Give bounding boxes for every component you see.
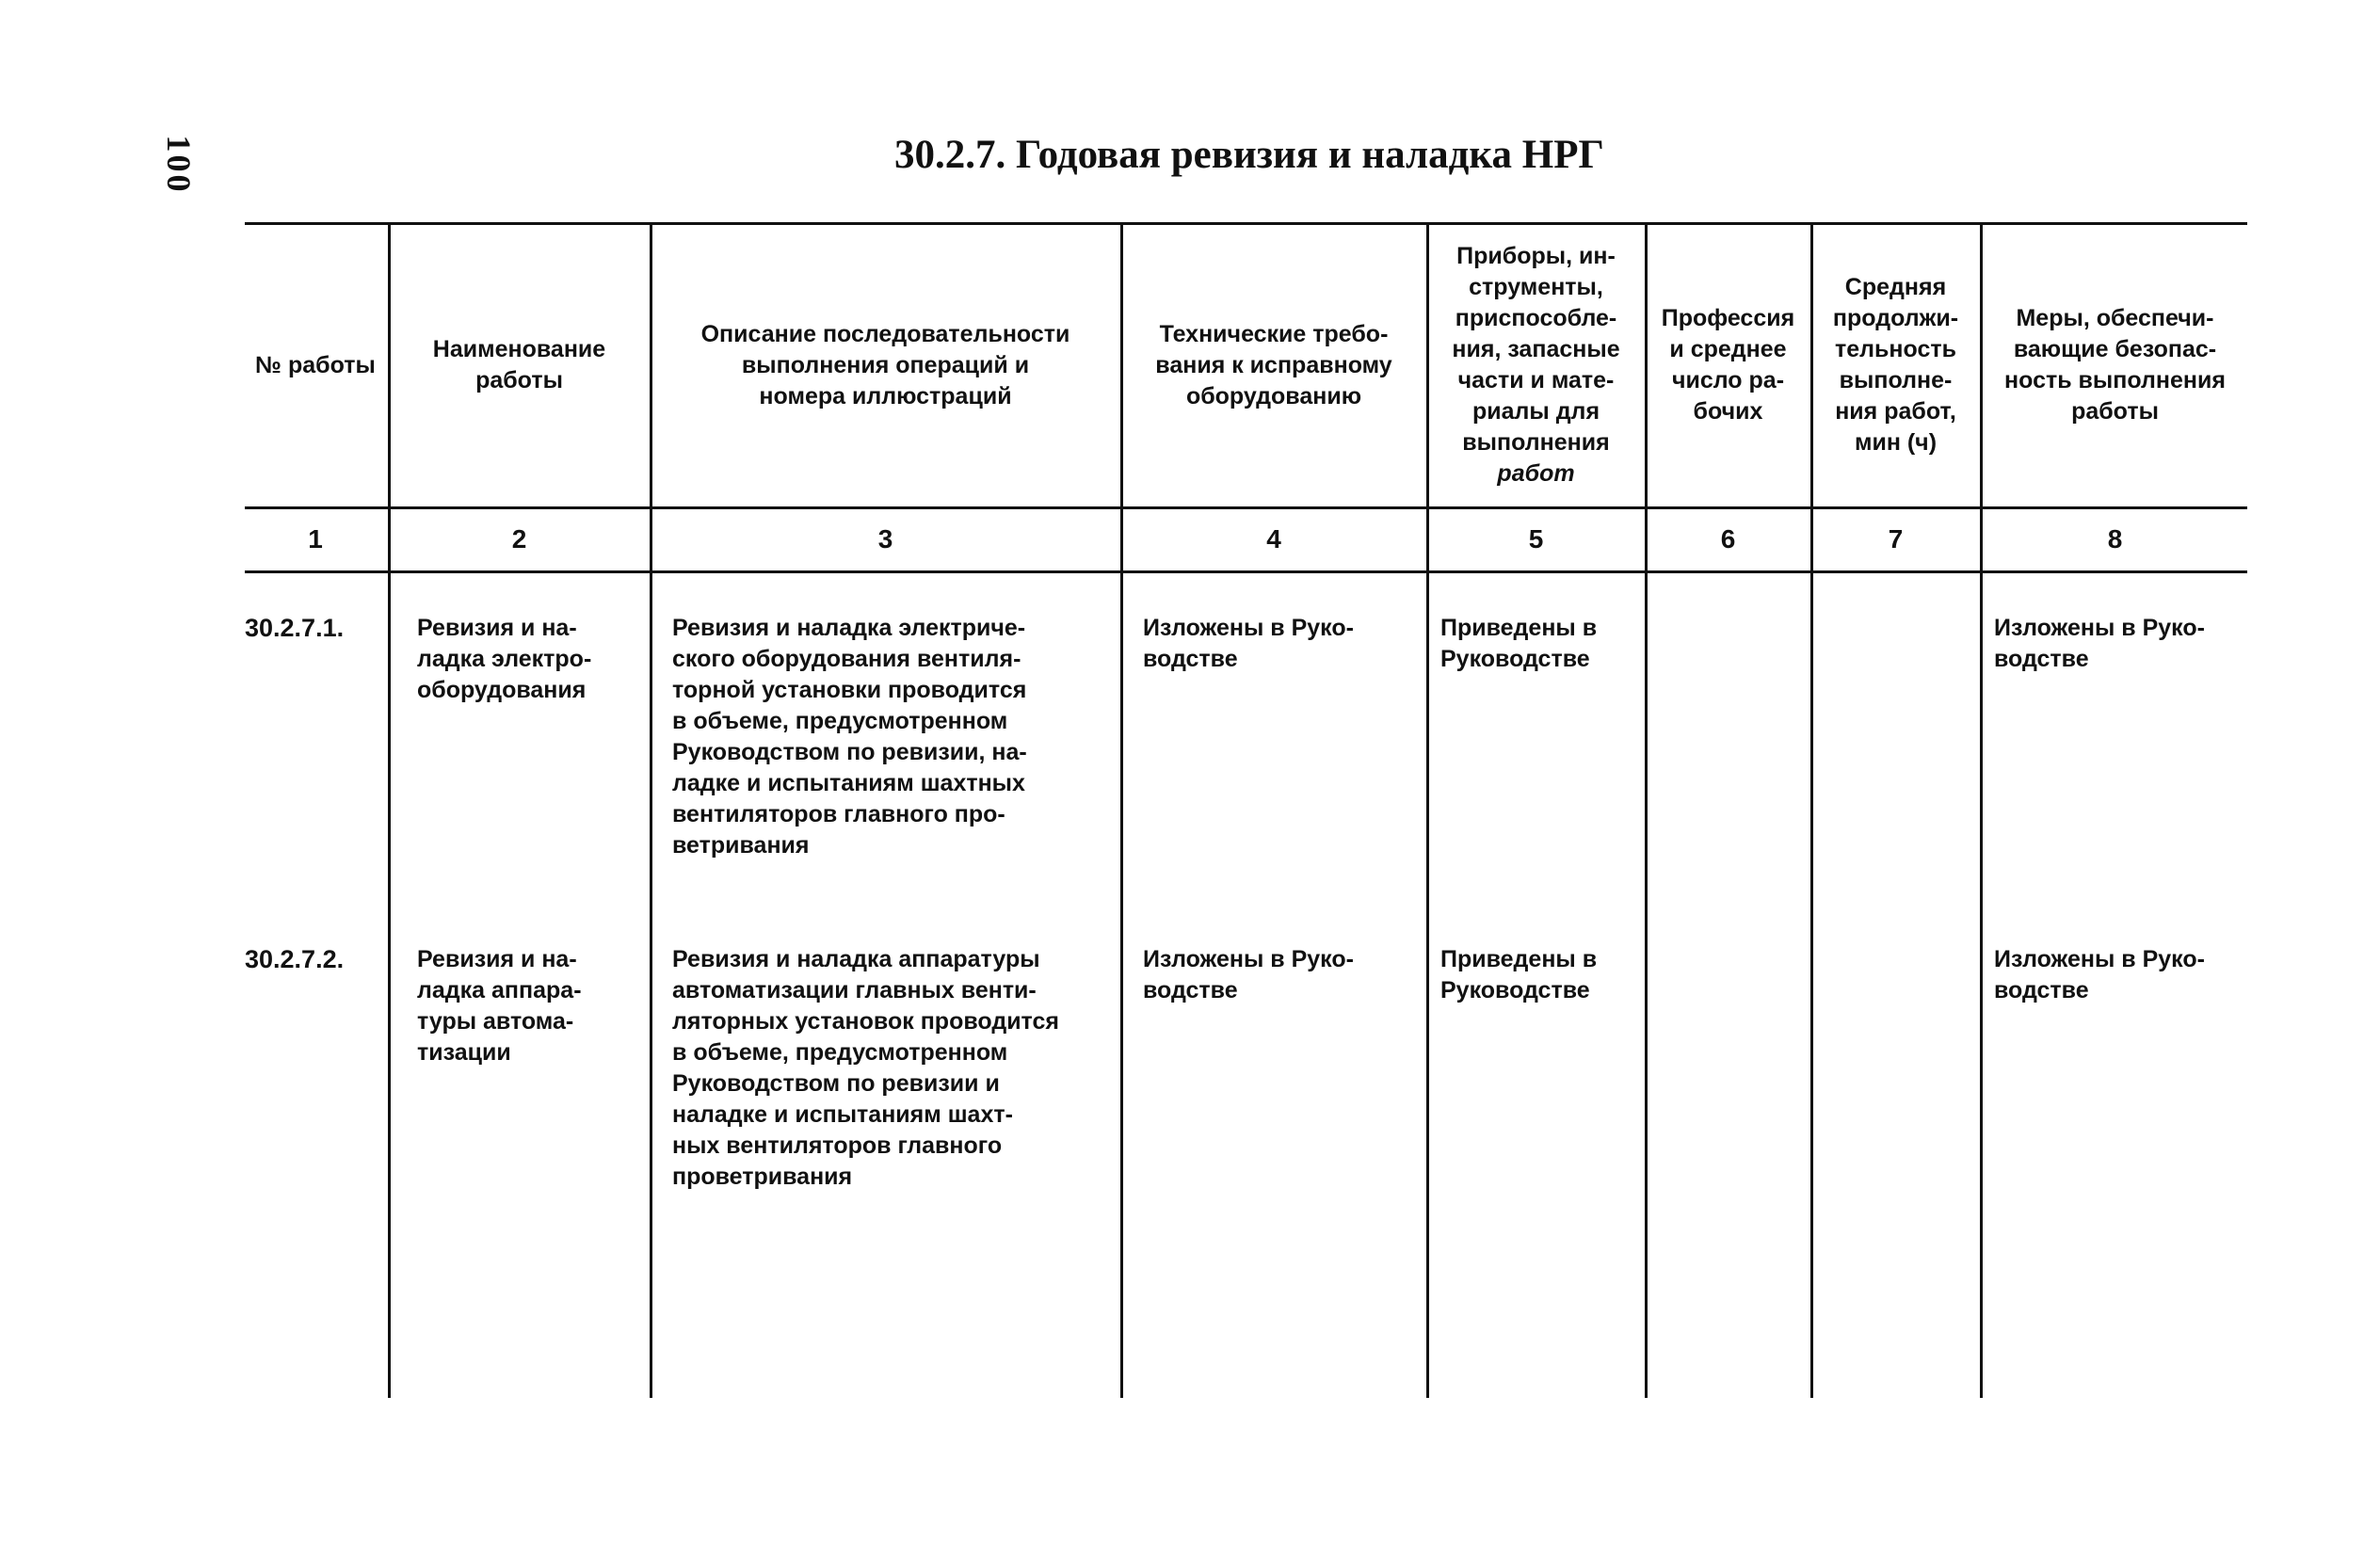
header-tools-materials-text: Приборы, ин- струменты, приспособле- ния, запасные части и мате- риалы для выполнения	[1452, 243, 1620, 456]
column-number-2: 2	[511, 524, 527, 554]
row-work-name: Ревизия и на- ладка электро- оборудования	[417, 615, 592, 703]
column-number-5: 5	[1528, 524, 1544, 554]
column-number-7: 7	[1888, 524, 1904, 554]
row-tools: Приведены в Руководстве	[1440, 615, 1598, 672]
row-tools: Приведены в Руководстве	[1440, 946, 1598, 1003]
header-operations-description: Описание последовательности выполнения операций и номера иллюстраций	[700, 320, 1070, 409]
header-average-duration: Средняя продолжи- тельность выполне- ния работ, мин (ч)	[1832, 274, 1959, 456]
header-profession-workers: Профессия и среднее число ра- бочих	[1661, 305, 1795, 425]
table-top-rule	[245, 222, 2247, 225]
header-technical-requirements: Технические требо- вания к исправному оборудованию	[1155, 320, 1392, 409]
section-title: 30.2.7. Годовая ревизия и наладка НРГ	[894, 133, 1604, 177]
header-work-number: № работы	[255, 351, 376, 378]
row-work-number: 30.2.7.1.	[245, 614, 345, 642]
header-tools-materials	[1429, 226, 1643, 505]
header-work-name: Наименование работы	[432, 336, 606, 393]
row-description: Ревизия и наладка аппаратуры автоматизации главных венти- ляторных установок проводится в объеме, предусмотренном Руководством по ревизии и наладке и испытаниям шахт- ных вентиляторов главного проветривания	[672, 946, 1059, 1190]
row-safety: Изложены в Руко- водстве	[1994, 946, 2205, 1003]
column-number-6: 6	[1720, 524, 1736, 554]
column-numbers-bottom-rule	[245, 570, 2247, 573]
row-requirements: Изложены в Руко- водстве	[1143, 946, 1354, 1003]
column-number-3: 3	[877, 524, 893, 554]
column-number-1: 1	[308, 524, 323, 554]
row-requirements: Изложены в Руко- водстве	[1143, 615, 1354, 672]
column-number-8: 8	[2107, 524, 2123, 554]
row-description: Ревизия и наладка электриче- ского оборудования вентиля- торной установки проводится в объеме, предусмотренном Руководством по ревизии, на- ладке и испытаниям шахтных вентиляторов главного про- ветривания	[672, 615, 1027, 859]
page-number: 100	[160, 135, 198, 195]
header-safety-measures: Меры, обеспечи- вающие безопас- ность выполнения работы	[2004, 305, 2226, 425]
row-work-name: Ревизия и на- ладка аппара- туры автома- тизации	[417, 946, 582, 1066]
row-safety: Изложены в Руко- водстве	[1994, 615, 2205, 672]
header-tools-materials-tail: работ	[1497, 460, 1575, 487]
row-work-number: 30.2.7.2.	[245, 945, 345, 973]
column-number-4: 4	[1266, 524, 1281, 554]
